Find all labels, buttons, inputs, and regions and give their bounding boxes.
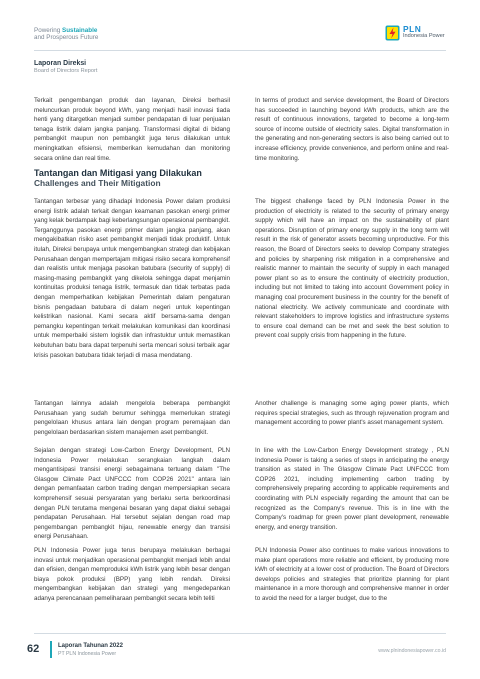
intro-right-paragraph: In terms of product and service development, the Board of Directors has succeeded in launching beyond kWh products, which are the result of continuous innovations, targeted to become a long-term source of income outside of electricity sales. Digital transformation in the generating and non-generating sectors is also being carried out to increase efficiency, provide convenience, and perform online and real-time monitoring.: [255, 97, 449, 162]
pln-lightning-logo-icon: [385, 25, 400, 41]
paragraph-2-left: Tantangan lainnya adalah mengelola beberapa pembangkit Perusahaan yang sudah berumur sehingga memerlukan strategi pengelolaan khusus antara lain dengan program peremajaan dan pengelolaan berdasarkan sistem manajemen aset pembangkit.: [34, 400, 230, 436]
footer-company: PT PLN Indonesia Power: [58, 651, 117, 657]
tagline-bold: Sustainable: [62, 27, 98, 34]
section-heading-en: Challenges and Their Mitigation: [34, 178, 161, 188]
section-subtitle: Board of Directors Report: [34, 68, 98, 74]
paragraph-4-left: PLN Indonesia Power juga terus berupaya melakukan berbagai inovasi untuk menjadikan operasional pembangkit menjadi lebih andal dan efisien, dengan memproduksi kWh listrik yang lebih besar dengan biaya pokok produksi (BPP) yang lebih rendah. Direksi mengembangkan kebijakan dan strategi yang mengedepankan adanya perencanaan pemeliharaan pembangkit secara lebih teliti: [34, 547, 230, 602]
paragraph-3-right: In line with the Low-Carbon Energy Development strategy , PLN Indonesia Power is taking a series of steps in anticipating the energy transition as stated in The Glasgow Climate Pact UNFCCC from COP26 2021, including implementing carbon trading by comprehensively preparing according to applicable requirements and coordinating with PLN especially regarding the amount that can be recognized as the Company's revenue. This is in line with the Company's roadmap for green power plant development, renewable energy, and energy transition.: [255, 447, 449, 531]
tagline-line2: and Prosperous Future: [34, 34, 99, 42]
footer-website-link[interactable]: www.plnindonesiapower.co.id: [378, 648, 446, 654]
page-number: 62: [27, 643, 40, 655]
header-divider: [34, 50, 446, 51]
tagline-prefix: Powering: [34, 27, 61, 34]
section-title: Laporan Direksi: [34, 60, 87, 67]
pln-logo: [385, 24, 445, 42]
intro-left-paragraph: Terkait pengembangan produk dan layanan, Direksi berhasil meluncurkan produk beyond kWh, yang menjadi hasil inovasi tiada henti yang ditargetkan menjadi sumber pendapatan di luar penjualan tenaga listrik dalam jangka panjang. Transformasi digital di bidang pembangkit maupun non pembangkit juga terus dilakukan untuk meningkatkan efisiensi, memberikan kemudahan dan monitoring secara online dan real time.: [34, 97, 230, 162]
logo-subtitle: Indonesia Power: [403, 33, 445, 39]
paragraph-3-left: Sejalan dengan strategi Low-Carbon Energy Development, PLN Indonesia Power melakukan serangkaian langkah dalam mengantisipasi transisi energi sebagaimana tertuang dalam "The Glasgow Climate Pact UNFCCC from COP26 2021" antara lain dengan pemanfaatan carbon trading dengan mempersiapkan secara komprehensif sesuai persyaratan yang berlaku serta berkoordinasi dengan PLN terutama mengenai besaran yang dapat diakui sebagai pendapatan Perusahaan. Hal tersebut sejalan dengan road map pengembangan pembangkit hijau, renewable energy dan transisi energi Perusahaan.: [34, 447, 230, 541]
paragraph-2-right: Another challenge is managing some aging power plants, which requires special strategies, such as through rejuvenation program and management according to power plant's asset management system.: [255, 400, 449, 427]
paragraph-1-left: Tantangan terbesar yang dihadapi Indonesia Power dalam produksi energi listrik adalah terkait dengan keamanan pasokan energi primer yang kelak berdampak bagi keberlangsungan operasional pembangkit. Terganggunya pasokan energi primer dalam jangka panjang, akan mengakibatkan risiko aset pembangkit menjadi tidak produktif. Untuk itulah, Direksi berupaya untuk mengembangkan strategi dan kebijakan Perusahaan dengan mempertajam mitigasi risiko secara komprehensif dan realistis untuk menjaga pasokan batubara (security of supply) di masing-masing pembangkit yang dikelola sehingga dapat menjamin kontinuitas produksi tenaga listrik, termasuk dan tidak terbatas pada dengan memperhatikan kebijakan Pemerintah dalam pengaturan bisnis pengadaan batubara di dalam negeri untuk kepentingan kelistrikan nasional. Kami secara aktif bersama-sama dengan pemangku kepentingan terkait melakukan komunikasi dan koordinasi untuk memperbaiki sistem logistik dan infrastuktur untuk memastikan kebutuhan batu bara dapat terpenuhi serta mencari solusi terbaik agar krisis pasokan batubara tidak terjadi di masa mendatang.: [34, 198, 230, 359]
footer-accent-bar: [50, 641, 52, 658]
section-heading-id: Tantangan dan Mitigasi yang Dilakukan: [34, 168, 202, 178]
logo-title: PLN: [403, 24, 422, 34]
paragraph-4-right: PLN Indonesia Power also continues to make various innovations to make plant operations more reliable and efficient, by producing more kWh of electricity at a lower cost of production. The Board of Directors develops policies and strategies that prioritize planning for plant maintenance in a more thorough and comprehensive manner in order to avoid the need for a larger budget, due to the: [255, 547, 449, 602]
footer-divider: [34, 633, 446, 634]
footer-report-title: Laporan Tahunan 2022: [58, 643, 123, 649]
paragraph-1-right: The biggest challenge faced by PLN Indonesia Power in the production of electricity is related to the security of primary energy supply which will have an impact on the sustainability of plant operations. Disruption of primary energy supply in the long term will result in the risk of generator assets becoming unproductive. For this reason, the Board of Directors seeks to develop Company strategies and policies by sharpening risk mitigation in a comprehensive and realistic manner to maintain the security of supply in each managed power plant so as to ensure the continuity of electricity production, including but not limited to taking into account Government policy in managing coal procurement business in the country for the benefit of national electricity. We actively communicate and coordinate with relevant stakeholders to improve logistics and infrastructure systems to ensure coal demand can be met and seek the best solution to prevent coal supply crisis from happening in the future.: [255, 198, 449, 340]
header-tagline: [34, 27, 98, 42]
